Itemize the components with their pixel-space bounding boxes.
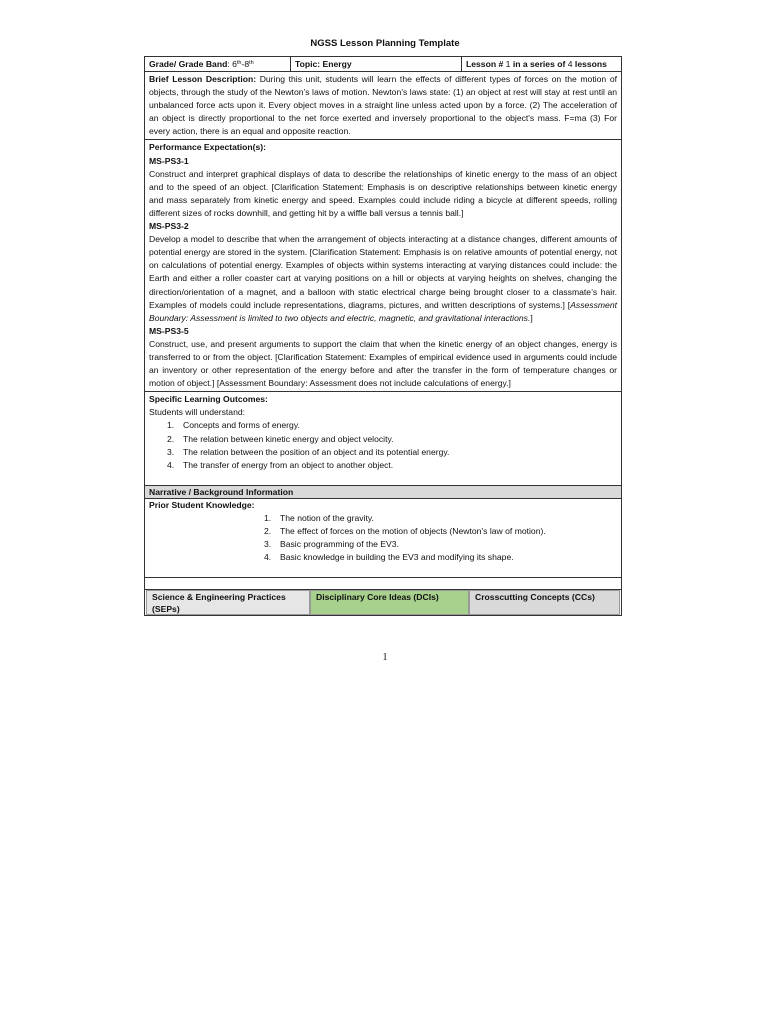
list-text: Basic knowledge in building the EV3 and modifying its shape.: [280, 552, 514, 563]
list-text: Basic programming of the EV3.: [280, 539, 399, 549]
lesson-total: 4: [567, 59, 573, 69]
lesson-cell: [462, 57, 621, 71]
list-item: [149, 446, 617, 459]
list-text: The relation between the position of an object and its potential energy.: [183, 446, 450, 457]
brief-text: During this unit, students will learn the effects of different types of forces on the motion of objects, through the study of the Newton’s laws of motion. Newton’s laws state: (1) an object at rest will stay at rest until an unbalanced force acts upon it. Every object moves in a straight line unless acted upon by a force. (2) The acceleration of an object is directly proportional to the net force exerted and inversely proportional to the object's mass. F=ma (3) For every action, there is an equal and opposite reaction.: [149, 74, 617, 137]
performance-expectations: [145, 140, 621, 392]
pe-text: Construct and interpret graphical displays of data to describe the relationships of kinetic energy to the mass of an object and to the speed of an object. [Clarification Statement: Emphasis is on descriptive relationships between kinetic energy and mass separately from kinetic energy and speed. Examples could include riding a bicycle at different speeds, rolling different sizes of rocks downhill, and getting hit by a wiffle ball versus a tennis ball.]: [149, 168, 617, 218]
lesson-label: Lesson #: [466, 59, 506, 69]
learning-outcomes: [145, 392, 621, 486]
lesson-plan-table: [144, 56, 622, 616]
grade-label: Grade/ Grade Band: [149, 59, 228, 69]
list-number: 4.: [167, 459, 175, 470]
brief-label: Brief Lesson Description:: [149, 74, 257, 84]
prior-label: Prior Student Knowledge:: [149, 499, 255, 510]
pe-assessment-boundary: Assessment Boundary: Assessment is limited to two objects and electric, magnetic, and gravitational interactions.: [149, 299, 617, 323]
list-text: The notion of the gravity.: [280, 512, 374, 523]
list-number: 4.: [264, 552, 272, 563]
spacer-row: [145, 578, 621, 590]
dci-header: Disciplinary Core Ideas (DCIs): [310, 590, 469, 615]
narrative-heading: Narrative / Background Information: [145, 486, 621, 499]
grade-to: -8: [241, 59, 250, 69]
grade-from-suffix: th: [236, 60, 242, 66]
sep-header: Science & Engineering Practices (SEPs): [146, 590, 310, 615]
list-item: [264, 525, 546, 538]
pe-code: MS-PS3-2: [149, 221, 189, 232]
list-number: 3.: [167, 446, 175, 457]
prior-knowledge: [145, 499, 621, 578]
pe-text-main: Develop a model to describe that when the arrangement of objects interacting at a distance changes, different amounts of potential energy are stored in the system. [Clarification Statement: Emphasis is on relative amounts of potential energy, not on calculations of potential energy. Examples of objects within systems interacting at varying distances could include: the Earth and either a roller coaster cart at varying positions on a hill or objects at varying heights on shelves, changing the direction/orientation of a magnet, and a balloon with static electrical charge being brought closer to a classmate’s hair. Examples of models could include representations, diagrams, pictures, and written descriptions of systems.] [: [149, 234, 617, 310]
grade-separator: :: [227, 59, 233, 69]
list-text: The effect of forces on the motion of objects (Newton’s law of motion).: [280, 525, 546, 536]
lesson-number: 1: [505, 59, 511, 69]
grade-to-suffix: th: [249, 60, 254, 66]
ccc-header: Crosscutting Concepts (CCs): [469, 590, 620, 615]
practices-row: [145, 590, 621, 615]
pe-code: MS-PS3-1: [149, 155, 189, 166]
performance-label: Performance Expectation(s):: [149, 142, 267, 153]
pe-text: [149, 233, 617, 325]
list-number: 1.: [167, 420, 175, 431]
outcomes-intro: Students will understand:: [149, 407, 246, 418]
list-text: Concepts and forms of energy.: [183, 420, 300, 431]
pe-text: Construct, use, and present arguments to support the claim that when the kinetic energy of an object changes, energy is transferred to or from the object. [Clarification Statement: Examples of empirical evidence used in arguments could include an inventory or other representation of the energy before and after the transfer in the form of temperature changes or motion of object.] [Assessment Boundary: Assessment does not include calculations of energy.]: [149, 338, 617, 389]
list-item: [264, 512, 546, 525]
list-number: 3.: [264, 539, 272, 549]
brief-description: [145, 72, 621, 140]
list-number: 2.: [167, 433, 175, 444]
outcomes-label: Specific Learning Outcomes:: [149, 394, 268, 405]
list-item: [264, 551, 546, 564]
list-number: 2.: [264, 525, 272, 536]
list-text: The transfer of energy from an object to another object.: [183, 459, 394, 470]
list-item: [149, 459, 617, 472]
topic-cell: Topic: Energy: [291, 57, 462, 71]
grade-from: 6: [232, 59, 237, 69]
document-title: NGSS Lesson Planning Template: [310, 38, 460, 49]
header-row: [145, 57, 621, 72]
list-number: 1.: [264, 512, 272, 523]
list-item: [149, 419, 617, 432]
list-item: [149, 433, 617, 446]
lesson-series-label: in a series of: [510, 59, 568, 69]
grade-cell: [145, 57, 291, 71]
pe-code: MS-PS3-5: [149, 325, 189, 336]
prior-list: [264, 512, 546, 564]
outcomes-list: [149, 419, 617, 471]
page-number: 1: [382, 652, 388, 663]
list-item: [264, 538, 546, 551]
pe-text-tail: ]: [530, 312, 533, 323]
lesson-suffix: lessons: [572, 59, 607, 69]
list-text: The relation between kinetic energy and object velocity.: [183, 433, 394, 444]
